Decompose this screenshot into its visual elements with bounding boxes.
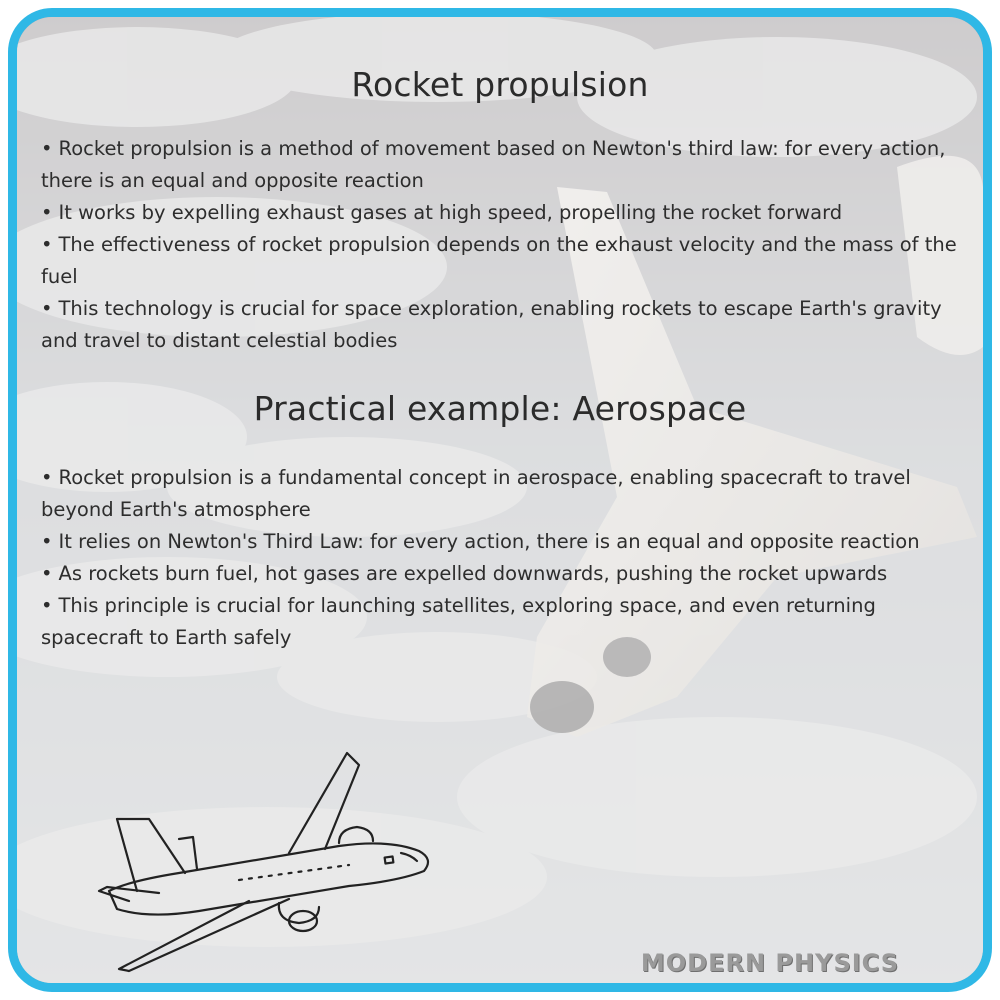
brand-watermark: MODERN PHYSICS (640, 949, 899, 977)
bullet-text: As rockets burn fuel, hot gases are expelled downwards, pushing the rocket upwards (58, 562, 888, 585)
bullet-text: Rocket propulsion is a method of movement based on Newton's third law: for every action, there is an equal and opposite reaction (41, 137, 946, 192)
bullet-symbol: • (41, 466, 53, 489)
bullet-item (41, 590, 969, 654)
section-title-practical-example: Practical example: Aerospace (253, 389, 747, 428)
bullet-symbol: • (41, 233, 53, 256)
bullet-text: This principle is crucial for launching satellites, exploring space, and even returning spacecraft to Earth safely (41, 594, 876, 649)
bullet-item (41, 229, 969, 293)
bullet-item (41, 197, 969, 229)
bullet-symbol: • (41, 137, 53, 160)
section-title-rocket-propulsion: Rocket propulsion (351, 65, 649, 104)
bullet-text: Rocket propulsion is a fundamental concept in aerospace, enabling spacecraft to travel beyond Earth's atmosphere (41, 466, 911, 521)
bullet-symbol: • (41, 562, 53, 585)
bullet-item (41, 293, 969, 357)
bullet-text: It relies on Newton's Third Law: for every action, there is an equal and opposite reaction (58, 530, 920, 553)
airplane-line-drawing-icon (89, 741, 439, 981)
content-area (17, 17, 983, 983)
bullet-item (41, 133, 969, 197)
bullet-item (41, 462, 969, 526)
bullet-item (41, 558, 969, 590)
bullet-symbol: • (41, 297, 53, 320)
bullet-list-practical-example (41, 462, 969, 654)
infographic-card (8, 8, 992, 992)
bullet-symbol: • (41, 201, 53, 224)
bullet-item (41, 526, 969, 558)
bullet-symbol: • (41, 530, 53, 553)
bullet-text: The effectiveness of rocket propulsion depends on the exhaust velocity and the mass of the fuel (41, 233, 957, 288)
bullet-list-rocket-propulsion (41, 133, 969, 357)
bullet-text: It works by expelling exhaust gases at high speed, propelling the rocket forward (58, 201, 843, 224)
bullet-text: This technology is crucial for space exploration, enabling rockets to escape Earth's gravity and travel to distant celestial bodies (41, 297, 942, 352)
bullet-symbol: • (41, 594, 53, 617)
